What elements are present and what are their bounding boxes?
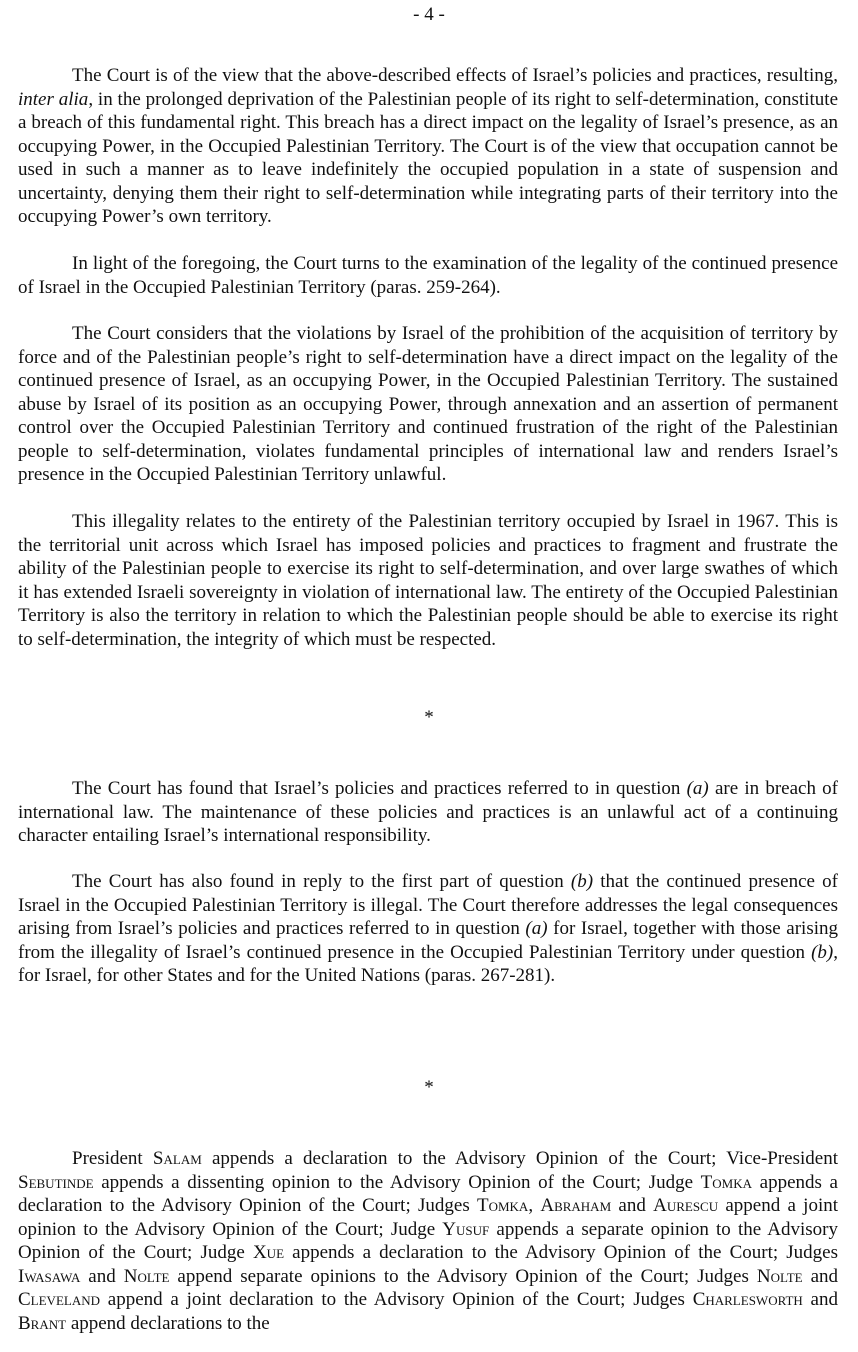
judge-name: Tomka (700, 1171, 752, 1193)
paragraph-breach-finding (18, 777, 838, 848)
judge-name: Brant (18, 1312, 67, 1334)
text-run: appends a declaration to the Advisory Opinion of the Court; Vice-President (201, 1148, 838, 1169)
judge-name: Iwasawa (18, 1265, 81, 1287)
judge-name: Cleveland (18, 1289, 100, 1310)
text-run: The Court has also found in reply to the first part of question (72, 871, 571, 892)
paragraph-territorial-entirety: This illegality relates to the entirety of the Palestinian territory occupied by Israel in 1967. This is the territorial unit across which Israel has imposed policies and practices to fragment and frustrate the ability of the Palestinian people to exercise its right to self-determination, and over large swathes of which it has extended Israeli sovereignty in violation of international law. The entirety of the Occupied Palestinian Territory is also the territory in relation to which the Palestinian people should be able to exercise its right to self-determination, the integrity of which must be respected. (18, 511, 838, 650)
text-run: , for Israel, for other States and for the United Nations (paras. 267-281). (18, 941, 838, 986)
section-separator: * (424, 1077, 434, 1098)
italic-term: inter alia (18, 88, 89, 110)
text-run: The Court has found that Israel’s policies and practices referred to in question (72, 778, 687, 799)
text-run: The Court is of the view that the above-described effects of Israel’s policies and practices, resulting, (72, 65, 838, 86)
italic-question-label: (a) (686, 778, 709, 799)
italic-question-label: (a) (525, 918, 548, 939)
text-run: appends a declaration to the Advisory Opinion of the Court; Judges (18, 1171, 838, 1216)
text-run: , in the prolonged deprivation of the Palestinian people of its right to self-determination, constitute a breach of this fundamental right. This breach has a direct impact on the legality of Israel’s presence, as an occupying Power, in the Occupied Palestinian Territory. The Court is of the view that occupation cannot be used in such a manner as to leave indefinitely the occupied population in a state of suspension and uncertainty, denying them their right to self-determination while integrating parts of their territory into the occupying Power’s own territory. (18, 88, 839, 227)
paragraph-legal-consequences (18, 870, 838, 988)
text-run: and (802, 1265, 839, 1287)
page-number: - 4 - (413, 4, 445, 25)
text-run: append separate opinions to the Advisory Opinion of the Court; Judges (169, 1265, 757, 1287)
judge-name: Xue (252, 1242, 285, 1263)
text-run: append a joint declaration to the Advisory Opinion of the Court; Judges (100, 1289, 693, 1310)
text-run: and (80, 1265, 124, 1287)
text-run: that the continued presence of Israel in the Occupied Palestinian Territory is illegal. The Court therefore addresses the legal consequences arising from Israel’s policies and practices referred to in question (18, 871, 838, 939)
text-run: append a joint opinion to the Advisory Opinion of the Court; Judge (18, 1195, 839, 1240)
judge-name: Charlesworth (692, 1289, 803, 1310)
judge-name: Nolte (123, 1265, 170, 1287)
section-separator: * (424, 707, 434, 728)
paragraph-legality-examination: In light of the foregoing, the Court turns to the examination of the legality of the continued presence of Israel in the Occupied Palestinian Territory (paras. 259-264). (18, 253, 838, 298)
judge-name: Sebutinde (18, 1171, 94, 1193)
paragraph-judges-opinions (18, 1147, 838, 1335)
text-run: appends a dissenting opinion to the Advisory Opinion of the Court; Judge (93, 1171, 701, 1193)
text-run: President (72, 1148, 153, 1169)
paragraph-unlawful-presence: The Court considers that the violations by Israel of the prohibition of the acquisition of territory by force and of the Palestinian people’s right to self-determination have a direct impact on the legality of the continued presence of Israel, as an occupying Power, in the Occupied Palestinian Territory. The sustained abuse by Israel of its position as an occupying Power, through annexation and an assertion of permanent control over the Occupied Palestinian Territory and continued frustration of the right of the Palestinian people to self-determination, violates fundamental principles of international law and renders Israel’s presence in the Occupied Palestinian Territory unlawful. (18, 323, 838, 485)
text-run: append declarations to the (66, 1312, 270, 1334)
judge-name: Aurescu (653, 1195, 719, 1216)
text-run: and (802, 1289, 838, 1310)
judge-name: Abraham (540, 1195, 612, 1216)
paragraph-self-determination-breach (18, 64, 838, 229)
text-run: appends a separate opinion to the Advisory Opinion of the Court; Judge (18, 1218, 838, 1263)
italic-question-label: (b) (570, 871, 594, 892)
text-run: and (611, 1195, 654, 1216)
text-run: appends a declaration to the Advisory Opinion of the Court; Judges (284, 1242, 838, 1263)
text-run: for Israel, together with those arising from the illegality of Israel’s continued presence in the Occupied Palestinian Territory under question (18, 918, 838, 963)
italic-question-label: (b) (811, 941, 834, 963)
judge-name: Yusuf (442, 1218, 490, 1240)
text-run: are in breach of international law. The maintenance of these policies and practices is an unlawful act of a continuing character entailing Israel’s international responsibility. (18, 778, 838, 846)
judge-name: Salam (152, 1148, 202, 1169)
text-run: , (528, 1195, 541, 1216)
judge-name: Nolte (756, 1265, 803, 1287)
judge-name: Tomka (476, 1195, 529, 1216)
